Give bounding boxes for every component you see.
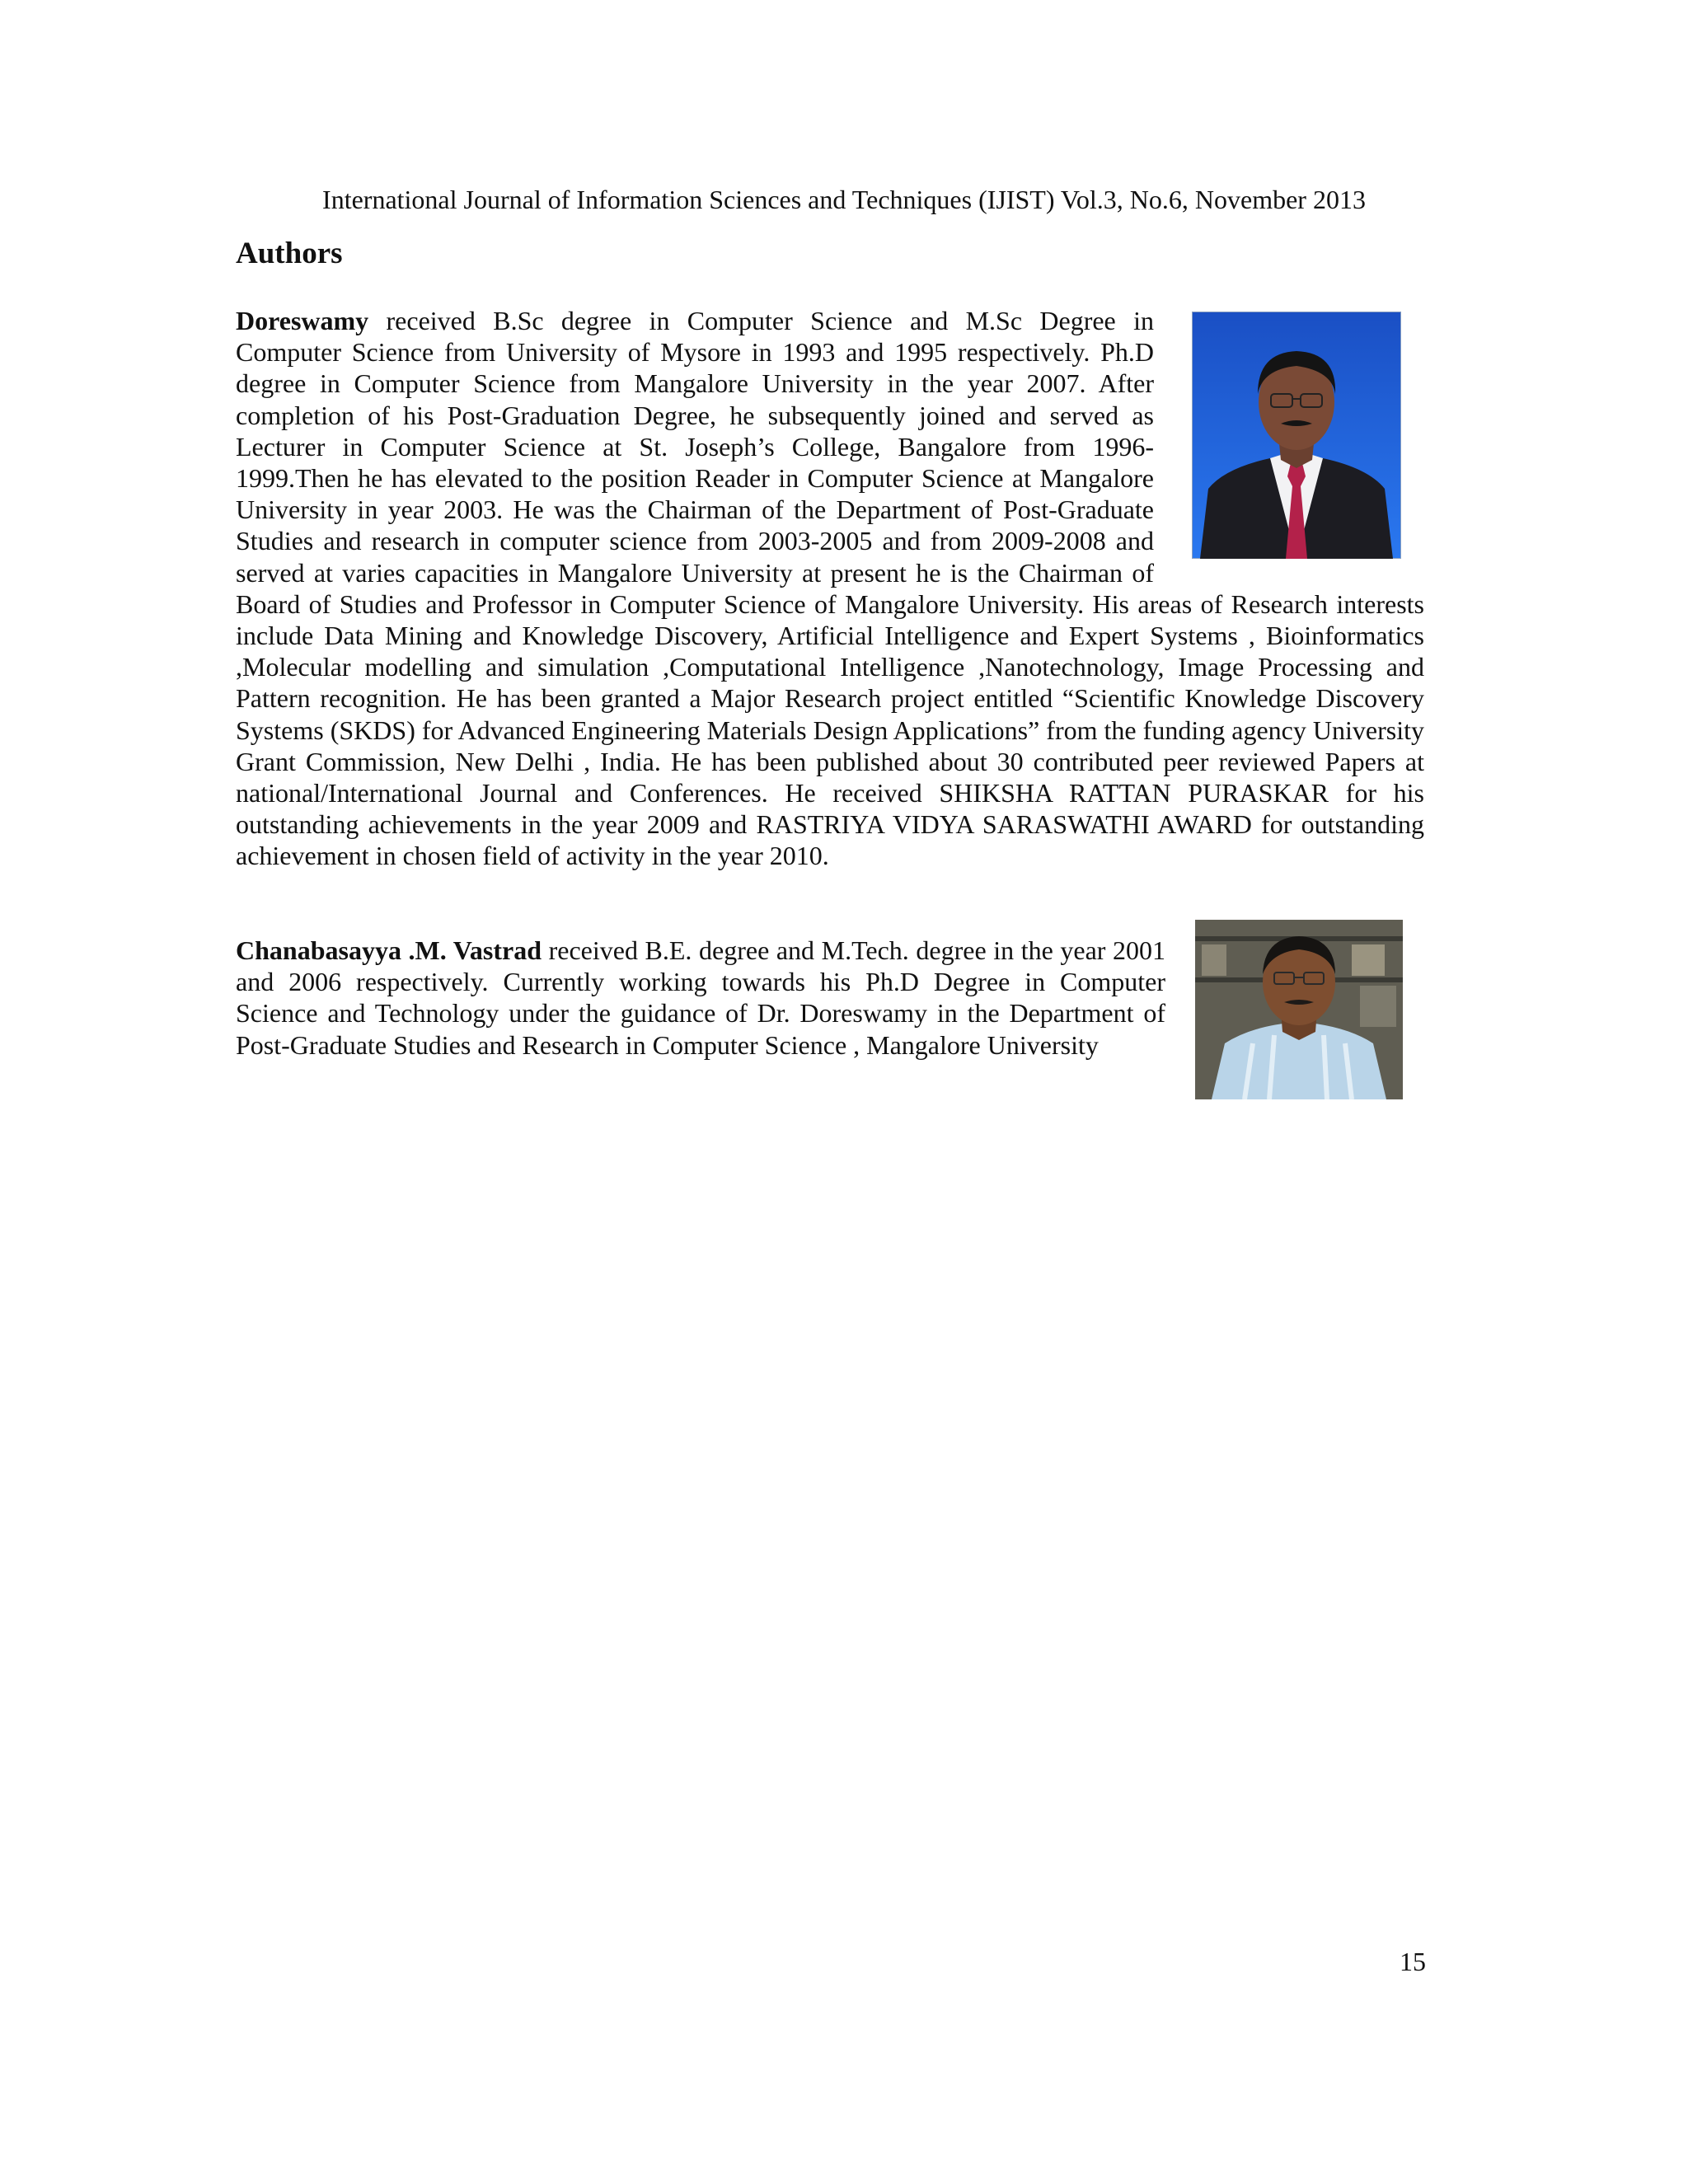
author-bio-text: received B.Sc degree in Computer Science and M.Sc Degree in Computer Science from University of Mysore in 1993 and 1995 respectively. Ph.D degree in Computer Science from Mangalore University in the year 2007. After completion of his Post-Graduation Degree, he subsequently joined and served as Lecturer in Computer Science at St. Joseph’s College, Bangalore from 1996-1999.Then he has elevated to the position Reader in Computer Science at Mangalore University in year 2003. He was the Chairman of the Department of Post-Graduate Studies and research in computer science from 2003-2005 and from 2009-2008 and served at varies capacities in Mangalore University at present he is the Chairman of Board of Studies and Professor in Computer Science of Mangalore University. His areas of Research interests include Data Mining and Knowledge Discovery, Artificial Intelligence and Expert Systems , Bioinformatics ,Molecular modelling and simulation ,Computational Intelligence ,Nanotechnology, Image Processing and Pattern recognition. He has been granted a Major Research project entitled “Scientific Knowledge Discovery Systems (SKDS) for Advanced Engineering Materials Design Applications” from the funding agency University Grant Commission, New Delhi , India. He has been published about 30 contributed peer reviewed Papers at national/International Journal and Conferences. He received SHIKSHA RATTAN PURASKAR for his outstanding achievements in the year 2009 and RASTRIYA VIDYA SARASWATHI AWARD for outstanding achievement in chosen field of activity in the year 2010. [236,306,1424,871]
section-title-authors: Authors [236,237,343,270]
running-header: International Journal of Information Sciences and Techniques (IJIST) Vol.3, No.6, November 2013 [322,185,1366,214]
author-bio-text: received B.E. degree and M.Tech. degree in the year 2001 and 2006 respectively. Currently working towards his Ph.D Degree in Computer Science and Technology under the guidance of Dr. Doreswamy in the Department of Post-Graduate Studies and Research in Computer Science , Mangalore University [236,935,1165,1060]
author-photo-vastrad [1195,920,1403,1099]
author-bio-vastrad [236,935,1424,1103]
author-bio-doreswamy [236,305,1424,872]
page-number: 15 [1400,1947,1426,1976]
author-name: Doreswamy [236,306,369,335]
author-name: Chanabasayya .M. Vastrad [236,935,542,965]
author-photo-doreswamy [1192,312,1401,559]
